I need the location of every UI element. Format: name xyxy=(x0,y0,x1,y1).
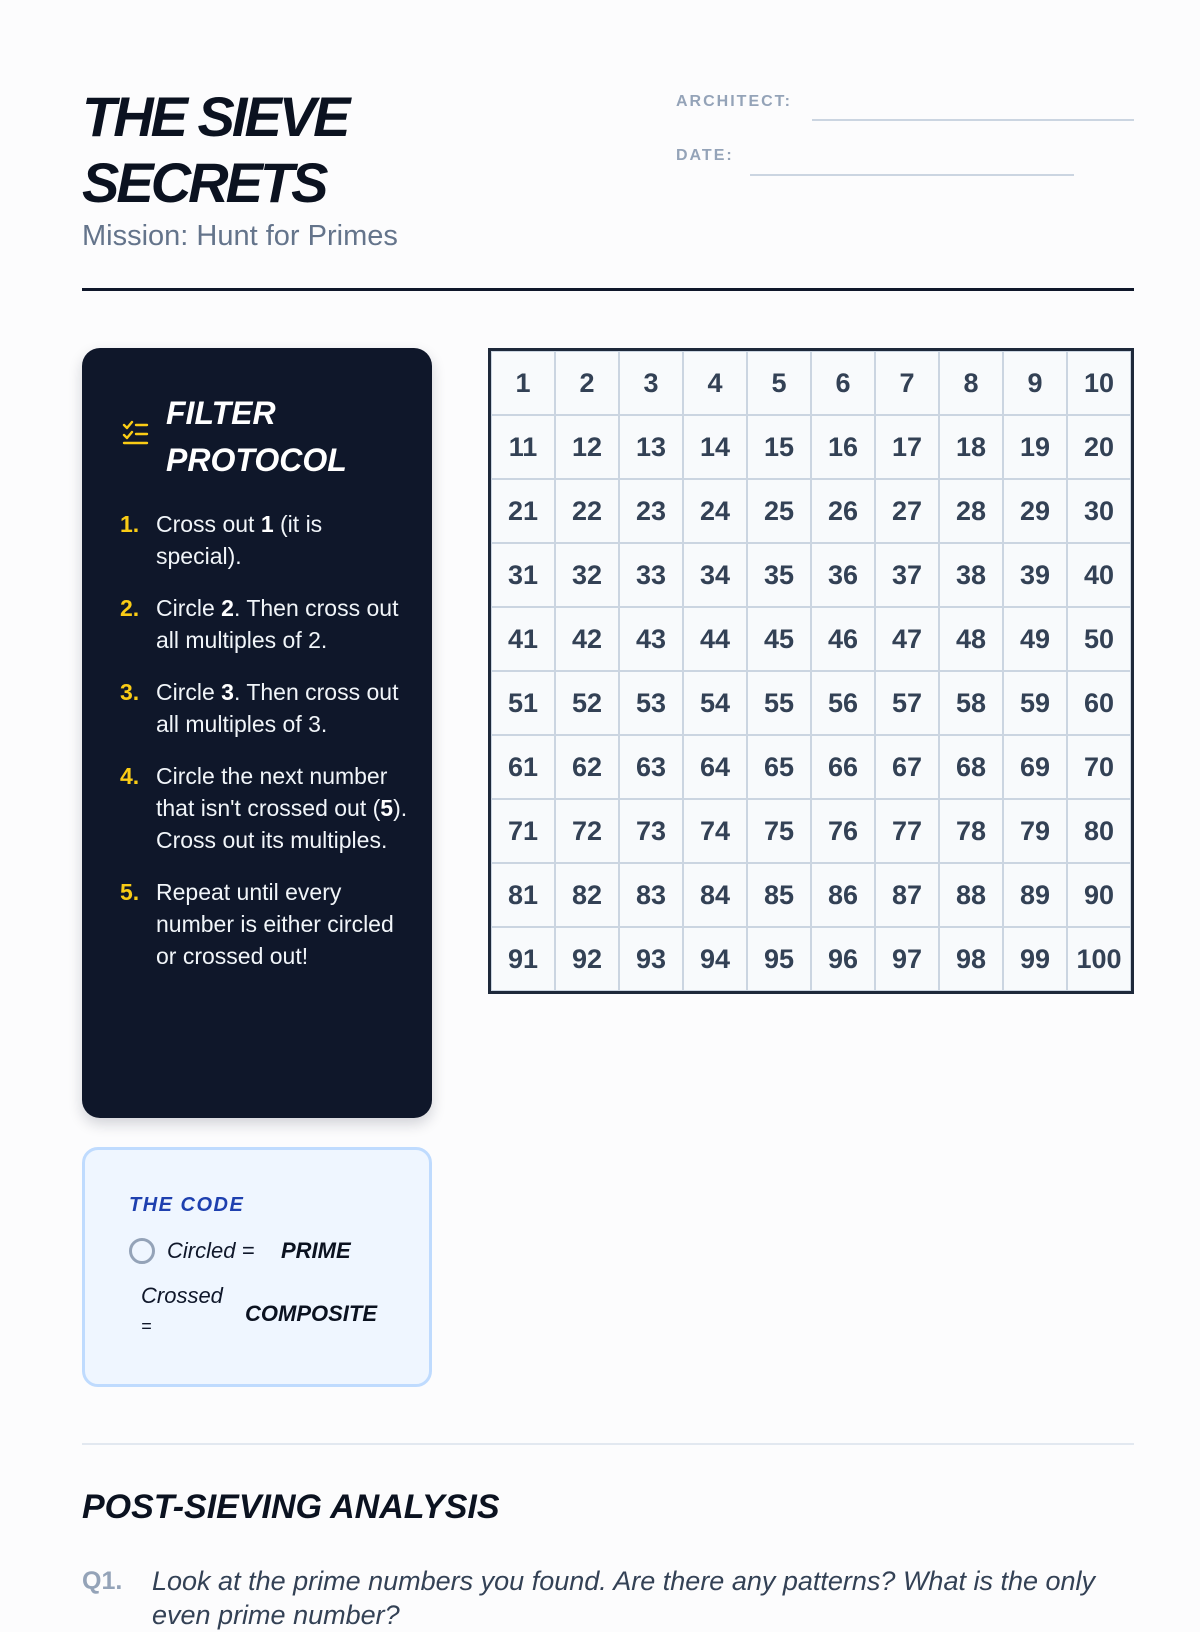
number-cell-74[interactable]: 74 xyxy=(683,799,747,863)
number-cell-34[interactable]: 34 xyxy=(683,543,747,607)
date-label: DATE: xyxy=(676,147,734,164)
step-text-pre: Circle xyxy=(156,595,222,621)
number-cell-94[interactable]: 94 xyxy=(683,927,747,991)
number-cell-67[interactable]: 67 xyxy=(875,735,939,799)
number-cell-52[interactable]: 52 xyxy=(555,671,619,735)
number-cell-50[interactable]: 50 xyxy=(1067,607,1131,671)
code-title: THE CODE xyxy=(129,1194,245,1216)
step-text-post: . Then cross out all multiples of 2. xyxy=(156,595,399,653)
number-cell-76[interactable]: 76 xyxy=(811,799,875,863)
number-cell-6[interactable]: 6 xyxy=(811,351,875,415)
number-cell-3[interactable]: 3 xyxy=(619,351,683,415)
number-cell-30[interactable]: 30 xyxy=(1067,479,1131,543)
prime-value: PRIME xyxy=(281,1238,351,1263)
step-text-bold: 3 xyxy=(221,679,234,705)
step-text-bold: 5 xyxy=(380,795,394,821)
number-cell-66[interactable]: 66 xyxy=(811,735,875,799)
number-cell-51[interactable]: 51 xyxy=(491,671,555,735)
number-cell-12[interactable]: 12 xyxy=(555,415,619,479)
number-cell-87[interactable]: 87 xyxy=(875,863,939,927)
code-legend xyxy=(82,1147,432,1387)
number-cell-59[interactable]: 59 xyxy=(1003,671,1067,735)
number-cell-35[interactable]: 35 xyxy=(747,543,811,607)
number-cell-47[interactable]: 47 xyxy=(875,607,939,671)
step-text xyxy=(156,592,410,656)
number-cell-23[interactable]: 23 xyxy=(619,479,683,543)
number-cell-11[interactable]: 11 xyxy=(491,415,555,479)
number-cell-85[interactable]: 85 xyxy=(747,863,811,927)
number-cell-82[interactable]: 82 xyxy=(555,863,619,927)
step-text-post: ). Cross out its multiples. xyxy=(156,795,408,853)
number-cell-62[interactable]: 62 xyxy=(555,735,619,799)
architect-label: ARCHITECT: xyxy=(676,93,792,110)
number-cell-37[interactable]: 37 xyxy=(875,543,939,607)
number-cell-40[interactable]: 40 xyxy=(1067,543,1131,607)
number-cell-100[interactable]: 100 xyxy=(1067,927,1131,991)
step-text xyxy=(156,676,410,740)
number-cell-49[interactable]: 49 xyxy=(1003,607,1067,671)
number-cell-46[interactable]: 46 xyxy=(811,607,875,671)
number-cell-45[interactable]: 45 xyxy=(747,607,811,671)
question-label: Q1. xyxy=(82,1567,123,1595)
number-cell-10[interactable]: 10 xyxy=(1067,351,1131,415)
number-cell-22[interactable]: 22 xyxy=(555,479,619,543)
step-text-post: . Then cross out all multiples of 3. xyxy=(156,679,399,737)
number-cell-55[interactable]: 55 xyxy=(747,671,811,735)
number-cell-77[interactable]: 77 xyxy=(875,799,939,863)
number-cell-43[interactable]: 43 xyxy=(619,607,683,671)
number-cell-93[interactable]: 93 xyxy=(619,927,683,991)
protocol-step xyxy=(120,592,410,656)
step-text-bold: 1 xyxy=(260,511,274,537)
number-cell-53[interactable]: 53 xyxy=(619,671,683,735)
step-number: 5. xyxy=(120,879,140,905)
number-cell-1[interactable]: 1 xyxy=(491,351,555,415)
title-line-2: SECRETS xyxy=(82,151,326,214)
number-cell-84[interactable]: 84 xyxy=(683,863,747,927)
number-cell-38[interactable]: 38 xyxy=(939,543,1003,607)
number-cell-88[interactable]: 88 xyxy=(939,863,1003,927)
analysis-title: POST-SIEVING ANALYSIS xyxy=(82,1488,500,1526)
step-text xyxy=(156,876,410,972)
number-cell-36[interactable]: 36 xyxy=(811,543,875,607)
number-cell-83[interactable]: 83 xyxy=(619,863,683,927)
section-divider xyxy=(82,1443,1134,1445)
number-cell-64[interactable]: 64 xyxy=(683,735,747,799)
number-cell-33[interactable]: 33 xyxy=(619,543,683,607)
number-cell-32[interactable]: 32 xyxy=(555,543,619,607)
number-cell-56[interactable]: 56 xyxy=(811,671,875,735)
protocol-steps xyxy=(120,508,410,992)
composite-value: COMPOSITE xyxy=(245,1301,378,1326)
date-field[interactable] xyxy=(750,174,1074,176)
number-cell-73[interactable]: 73 xyxy=(619,799,683,863)
number-cell-69[interactable]: 69 xyxy=(1003,735,1067,799)
title-line-1: THE SIEVE xyxy=(82,85,348,148)
circle-symbol-icon xyxy=(129,1238,155,1264)
step-number: 1. xyxy=(120,511,140,537)
number-cell-42[interactable]: 42 xyxy=(555,607,619,671)
step-text-pre: Circle the next number that isn't crossed out ( xyxy=(156,763,388,821)
step-text-post: (it is special). xyxy=(156,511,323,569)
step-number: 4. xyxy=(120,763,140,789)
number-cell-18[interactable]: 18 xyxy=(939,415,1003,479)
number-cell-95[interactable]: 95 xyxy=(747,927,811,991)
number-cell-97[interactable]: 97 xyxy=(875,927,939,991)
step-text xyxy=(156,508,410,572)
number-cell-60[interactable]: 60 xyxy=(1067,671,1131,735)
protocol-step xyxy=(120,876,410,972)
number-cell-89[interactable]: 89 xyxy=(1003,863,1067,927)
number-cell-79[interactable]: 79 xyxy=(1003,799,1067,863)
number-cell-61[interactable]: 61 xyxy=(491,735,555,799)
circled-label: Circled = xyxy=(167,1238,255,1263)
step-text-bold: 2 xyxy=(221,595,234,621)
number-cell-9[interactable]: 9 xyxy=(1003,351,1067,415)
number-cell-21[interactable]: 21 xyxy=(491,479,555,543)
question-text: Look at the prime numbers you found. Are there any patterns? What is the only even prime number? xyxy=(152,1566,1096,1630)
page-title xyxy=(82,84,502,216)
number-cell-14[interactable]: 14 xyxy=(683,415,747,479)
number-cell-29[interactable]: 29 xyxy=(1003,479,1067,543)
step-text xyxy=(156,760,410,856)
number-cell-28[interactable]: 28 xyxy=(939,479,1003,543)
protocol-step xyxy=(120,676,410,740)
page-subtitle: Mission: Hunt for Primes xyxy=(82,220,398,252)
number-cell-5[interactable]: 5 xyxy=(747,351,811,415)
step-text-pre: Repeat until every number is either circled or crossed out! xyxy=(156,879,394,969)
step-text-pre: Cross out xyxy=(156,511,261,537)
number-cell-78[interactable]: 78 xyxy=(939,799,1003,863)
crossed-label-line2: = xyxy=(141,1316,152,1336)
number-cell-70[interactable]: 70 xyxy=(1067,735,1131,799)
number-cell-31[interactable]: 31 xyxy=(491,543,555,607)
number-cell-2[interactable]: 2 xyxy=(555,351,619,415)
number-cell-16[interactable]: 16 xyxy=(811,415,875,479)
number-cell-27[interactable]: 27 xyxy=(875,479,939,543)
checklist-icon xyxy=(122,420,148,446)
number-cell-80[interactable]: 80 xyxy=(1067,799,1131,863)
number-cell-24[interactable]: 24 xyxy=(683,479,747,543)
number-cell-98[interactable]: 98 xyxy=(939,927,1003,991)
number-cell-57[interactable]: 57 xyxy=(875,671,939,735)
protocol-step xyxy=(120,760,410,856)
step-number: 2. xyxy=(120,595,140,621)
number-cell-58[interactable]: 58 xyxy=(939,671,1003,735)
crossed-label-line1: Crossed xyxy=(141,1283,223,1308)
filter-protocol-card xyxy=(82,348,432,1118)
number-cell-8[interactable]: 8 xyxy=(939,351,1003,415)
number-cell-44[interactable]: 44 xyxy=(683,607,747,671)
number-cell-99[interactable]: 99 xyxy=(1003,927,1067,991)
number-cell-39[interactable]: 39 xyxy=(1003,543,1067,607)
header-divider xyxy=(82,288,1134,291)
number-cell-75[interactable]: 75 xyxy=(747,799,811,863)
number-cell-7[interactable]: 7 xyxy=(875,351,939,415)
protocol-step xyxy=(120,508,410,572)
number-cell-41[interactable]: 41 xyxy=(491,607,555,671)
number-cell-4[interactable]: 4 xyxy=(683,351,747,415)
number-cell-81[interactable]: 81 xyxy=(491,863,555,927)
number-cell-86[interactable]: 86 xyxy=(811,863,875,927)
number-cell-71[interactable]: 71 xyxy=(491,799,555,863)
number-cell-54[interactable]: 54 xyxy=(683,671,747,735)
number-cell-90[interactable]: 90 xyxy=(1067,863,1131,927)
number-cell-48[interactable]: 48 xyxy=(939,607,1003,671)
architect-field[interactable] xyxy=(812,119,1134,121)
step-number: 3. xyxy=(120,679,140,705)
number-cell-72[interactable]: 72 xyxy=(555,799,619,863)
number-cell-63[interactable]: 63 xyxy=(619,735,683,799)
number-cell-15[interactable]: 15 xyxy=(747,415,811,479)
number-cell-91[interactable]: 91 xyxy=(491,927,555,991)
hundred-chart-grid xyxy=(488,348,1134,994)
number-cell-68[interactable]: 68 xyxy=(939,735,1003,799)
number-cell-17[interactable]: 17 xyxy=(875,415,939,479)
number-cell-92[interactable]: 92 xyxy=(555,927,619,991)
number-cell-65[interactable]: 65 xyxy=(747,735,811,799)
number-cell-20[interactable]: 20 xyxy=(1067,415,1131,479)
step-text-pre: Circle xyxy=(156,679,222,705)
number-cell-13[interactable]: 13 xyxy=(619,415,683,479)
number-cell-96[interactable]: 96 xyxy=(811,927,875,991)
number-cell-19[interactable]: 19 xyxy=(1003,415,1067,479)
number-cell-25[interactable]: 25 xyxy=(747,479,811,543)
protocol-title: FILTER PROTOCOL xyxy=(166,395,347,478)
number-cell-26[interactable]: 26 xyxy=(811,479,875,543)
